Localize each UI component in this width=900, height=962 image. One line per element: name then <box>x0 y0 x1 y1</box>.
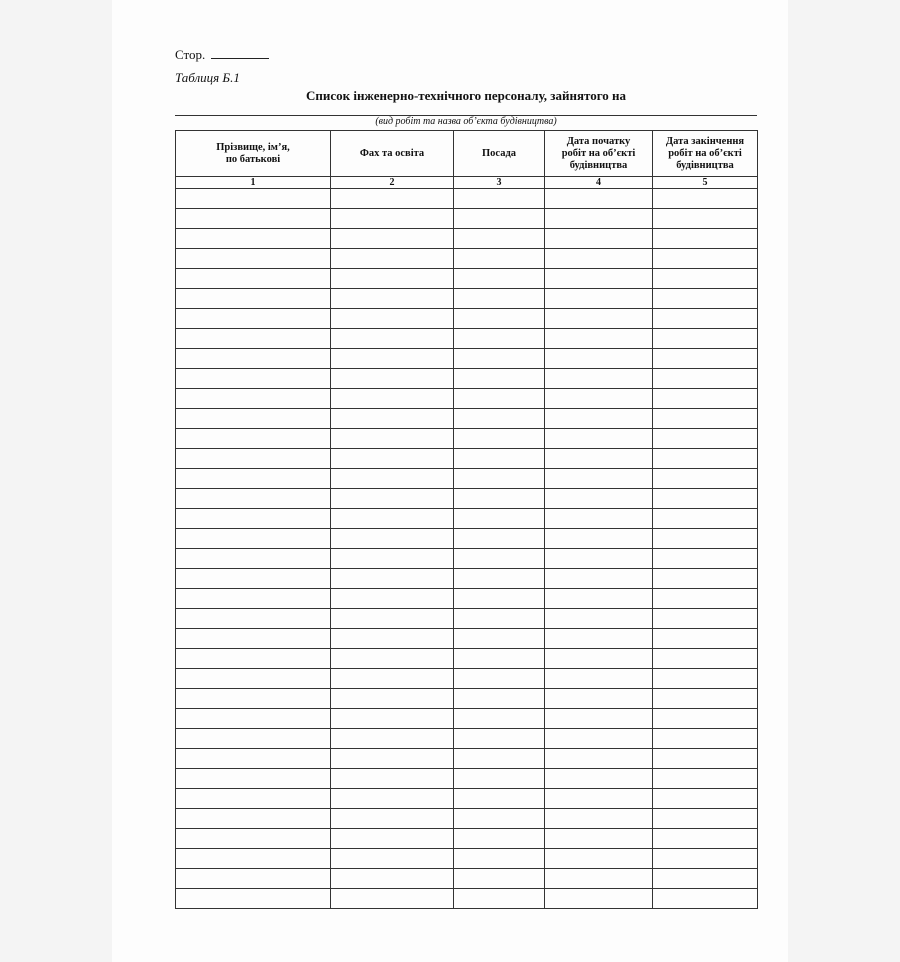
table-cell[interactable] <box>545 889 653 909</box>
table-cell[interactable] <box>331 309 454 329</box>
table-cell[interactable] <box>653 389 758 409</box>
table-cell[interactable] <box>454 689 545 709</box>
table-cell[interactable] <box>331 809 454 829</box>
table-cell[interactable] <box>331 629 454 649</box>
table-cell[interactable] <box>454 709 545 729</box>
table-cell[interactable] <box>653 489 758 509</box>
header-line: робіт на об’єкті <box>668 147 742 159</box>
table-cell[interactable] <box>653 449 758 469</box>
table-cell[interactable] <box>653 869 758 889</box>
table-cell[interactable] <box>653 209 758 229</box>
column-number: 5 <box>653 177 758 189</box>
table-cell[interactable] <box>653 789 758 809</box>
table-cell[interactable] <box>331 349 454 369</box>
table-cell[interactable] <box>653 549 758 569</box>
header-line: Прізвище, ім’я, <box>216 141 290 153</box>
table-cell[interactable] <box>454 329 545 349</box>
table-cell[interactable] <box>176 409 331 429</box>
table-cell[interactable] <box>545 349 653 369</box>
table-row <box>176 329 758 349</box>
table-row <box>176 609 758 629</box>
table-cell[interactable] <box>176 529 331 549</box>
table-row <box>176 649 758 669</box>
header-line: Дата початку <box>566 135 631 147</box>
table-cell[interactable] <box>653 269 758 289</box>
table-cell[interactable] <box>653 289 758 309</box>
table-cell[interactable] <box>331 449 454 469</box>
table-cell[interactable] <box>176 729 331 749</box>
table-cell[interactable] <box>331 669 454 689</box>
table-cell[interactable] <box>176 249 331 269</box>
table-cell[interactable] <box>653 749 758 769</box>
table-cell[interactable] <box>545 689 653 709</box>
table-row <box>176 749 758 769</box>
table-cell[interactable] <box>454 789 545 809</box>
table-cell[interactable] <box>176 509 331 529</box>
table-cell[interactable] <box>331 729 454 749</box>
table-body <box>176 189 758 909</box>
table-cell[interactable] <box>653 729 758 749</box>
table-row <box>176 869 758 889</box>
table-cell[interactable] <box>653 709 758 729</box>
table-row <box>176 689 758 709</box>
table-cell[interactable] <box>176 649 331 669</box>
table-cell[interactable] <box>653 569 758 589</box>
table-row <box>176 709 758 729</box>
table-cell[interactable] <box>545 469 653 489</box>
table-cell[interactable] <box>176 809 331 829</box>
table-cell[interactable] <box>545 489 653 509</box>
table-row <box>176 669 758 689</box>
table-cell[interactable] <box>331 509 454 529</box>
table-cell[interactable] <box>545 189 653 209</box>
table-row <box>176 729 758 749</box>
table-cell[interactable] <box>653 649 758 669</box>
table-cell[interactable] <box>545 529 653 549</box>
table-cell[interactable] <box>454 669 545 689</box>
table-row <box>176 469 758 489</box>
table-cell[interactable] <box>331 409 454 429</box>
table-cell[interactable] <box>454 249 545 269</box>
table-cell[interactable] <box>653 809 758 829</box>
table-cell[interactable] <box>176 349 331 369</box>
table-cell[interactable] <box>545 409 653 429</box>
table-cell[interactable] <box>331 229 454 249</box>
table-cell[interactable] <box>176 609 331 629</box>
table-cell[interactable] <box>653 249 758 269</box>
table-cell[interactable] <box>454 869 545 889</box>
header-start-date <box>545 131 653 177</box>
table-cell[interactable] <box>653 369 758 389</box>
table-cell[interactable] <box>454 189 545 209</box>
header-end-date <box>653 131 758 177</box>
subject-caption: (вид робіт та назва об’єкта будівництва) <box>375 116 557 127</box>
table-row <box>176 429 758 449</box>
table-cell[interactable] <box>176 189 331 209</box>
table-row <box>176 369 758 389</box>
table-row <box>176 529 758 549</box>
table-cell[interactable] <box>653 669 758 689</box>
header-full-name <box>176 131 331 177</box>
table-cell[interactable] <box>653 689 758 709</box>
table-cell[interactable] <box>176 369 331 389</box>
table-row <box>176 629 758 649</box>
table-cell[interactable] <box>545 269 653 289</box>
table-cell[interactable] <box>176 849 331 869</box>
table-cell[interactable] <box>176 569 331 589</box>
document-title: Список інженерно-технічного персоналу, зайнятого на <box>305 88 627 103</box>
table-cell[interactable] <box>331 769 454 789</box>
table-cell[interactable] <box>331 569 454 589</box>
table-cell[interactable] <box>176 589 331 609</box>
table-cell[interactable] <box>653 529 758 549</box>
table-row <box>176 349 758 369</box>
table-cell[interactable] <box>331 249 454 269</box>
table-cell[interactable] <box>331 549 454 569</box>
table-cell[interactable] <box>331 489 454 509</box>
table-cell[interactable] <box>176 289 331 309</box>
table-cell[interactable] <box>331 849 454 869</box>
table-cell[interactable] <box>653 309 758 329</box>
personnel-table <box>175 130 758 909</box>
table-row <box>176 809 758 829</box>
table-cell[interactable] <box>454 849 545 869</box>
table-cell[interactable] <box>454 209 545 229</box>
table-cell[interactable] <box>176 749 331 769</box>
table-cell[interactable] <box>331 889 454 909</box>
table-cell[interactable] <box>545 629 653 649</box>
table-row <box>176 549 758 569</box>
table-cell[interactable] <box>176 449 331 469</box>
table-cell[interactable] <box>176 429 331 449</box>
table-cell[interactable] <box>545 829 653 849</box>
table-row <box>176 289 758 309</box>
table-cell[interactable] <box>545 389 653 409</box>
table-row <box>176 829 758 849</box>
table-cell[interactable] <box>545 749 653 769</box>
table-cell[interactable] <box>545 209 653 229</box>
table-cell[interactable] <box>454 649 545 669</box>
table-cell[interactable] <box>454 389 545 409</box>
table-cell[interactable] <box>176 689 331 709</box>
column-number: 3 <box>454 177 545 189</box>
table-cell[interactable] <box>454 629 545 649</box>
table-cell[interactable] <box>454 449 545 469</box>
table-cell[interactable] <box>545 509 653 529</box>
table-cell[interactable] <box>545 329 653 349</box>
table-cell[interactable] <box>454 269 545 289</box>
table-row <box>176 509 758 529</box>
table-cell[interactable] <box>176 469 331 489</box>
table-cell[interactable] <box>331 709 454 729</box>
table-row <box>176 389 758 409</box>
column-number: 1 <box>176 177 331 189</box>
table-cell[interactable] <box>454 409 545 429</box>
table-cell[interactable] <box>454 349 545 369</box>
table-cell[interactable] <box>176 309 331 329</box>
table-cell[interactable] <box>176 769 331 789</box>
table-cell[interactable] <box>545 569 653 589</box>
table-cell[interactable] <box>176 269 331 289</box>
table-cell[interactable] <box>653 629 758 649</box>
table-cell[interactable] <box>331 389 454 409</box>
table-cell[interactable] <box>176 389 331 409</box>
table-cell[interactable] <box>331 869 454 889</box>
table-cell[interactable] <box>176 789 331 809</box>
table-cell[interactable] <box>454 549 545 569</box>
table-cell[interactable] <box>653 429 758 449</box>
table-cell[interactable] <box>653 609 758 629</box>
table-cell[interactable] <box>545 289 653 309</box>
header-line: робіт на об’єкті <box>561 147 636 159</box>
column-number-row <box>176 177 758 189</box>
table-cell[interactable] <box>545 769 653 789</box>
table-cell[interactable] <box>176 709 331 729</box>
table-cell[interactable] <box>176 889 331 909</box>
table-cell[interactable] <box>545 649 653 669</box>
table-cell[interactable] <box>176 329 331 349</box>
table-cell[interactable] <box>454 749 545 769</box>
table-cell[interactable] <box>176 229 331 249</box>
table-cell[interactable] <box>454 229 545 249</box>
table-cell[interactable] <box>653 229 758 249</box>
table-cell[interactable] <box>454 369 545 389</box>
table-cell[interactable] <box>454 489 545 509</box>
header-line: Дата закінчення <box>665 135 745 147</box>
table-cell[interactable] <box>653 329 758 349</box>
header-line: Посада <box>481 147 517 159</box>
table-cell[interactable] <box>331 749 454 769</box>
table-cell[interactable] <box>331 209 454 229</box>
table-cell[interactable] <box>331 689 454 709</box>
table-cell[interactable] <box>545 229 653 249</box>
header-line: будівництва <box>569 159 628 171</box>
table-cell[interactable] <box>545 309 653 329</box>
table-cell[interactable] <box>331 329 454 349</box>
table-cell[interactable] <box>545 589 653 609</box>
page-number-blank[interactable] <box>211 46 269 59</box>
table-cell[interactable] <box>331 529 454 549</box>
table-cell[interactable] <box>653 349 758 369</box>
table-cell[interactable] <box>653 589 758 609</box>
table-header-row <box>176 131 758 177</box>
table-cell[interactable] <box>331 649 454 669</box>
table-cell[interactable] <box>331 269 454 289</box>
table-row <box>176 589 758 609</box>
table-row <box>176 449 758 469</box>
table-label: Таблиця Б.1 <box>175 70 240 85</box>
table-cell[interactable] <box>545 789 653 809</box>
header-profession <box>331 131 454 177</box>
table-cell[interactable] <box>454 509 545 529</box>
header-line: будівництва <box>676 159 734 171</box>
table-cell[interactable] <box>331 589 454 609</box>
table-cell[interactable] <box>454 589 545 609</box>
header-line: по батькові <box>225 153 281 165</box>
table-cell[interactable] <box>176 629 331 649</box>
table-cell[interactable] <box>545 709 653 729</box>
table-cell[interactable] <box>454 729 545 749</box>
table-cell[interactable] <box>653 829 758 849</box>
table-cell[interactable] <box>176 489 331 509</box>
table-cell[interactable] <box>545 869 653 889</box>
table-cell[interactable] <box>331 829 454 849</box>
table-cell[interactable] <box>454 809 545 829</box>
page-reference <box>175 46 269 63</box>
table-cell[interactable] <box>331 429 454 449</box>
table-cell[interactable] <box>454 609 545 629</box>
table-cell[interactable] <box>653 189 758 209</box>
table-cell[interactable] <box>545 369 653 389</box>
table-cell[interactable] <box>454 889 545 909</box>
table-cell[interactable] <box>331 469 454 489</box>
table-cell[interactable] <box>176 209 331 229</box>
table-cell[interactable] <box>454 469 545 489</box>
table-row <box>176 409 758 429</box>
table-cell[interactable] <box>454 569 545 589</box>
table-row <box>176 789 758 809</box>
table-cell[interactable] <box>176 669 331 689</box>
table-cell[interactable] <box>454 529 545 549</box>
table-row <box>176 889 758 909</box>
table-cell[interactable] <box>545 429 653 449</box>
table-row <box>176 769 758 789</box>
page-reference-label: Стор. <box>175 47 206 62</box>
table-cell[interactable] <box>331 189 454 209</box>
table-cell[interactable] <box>454 829 545 849</box>
table-cell[interactable] <box>176 869 331 889</box>
table-cell[interactable] <box>454 429 545 449</box>
table-row <box>176 189 758 209</box>
table-cell[interactable] <box>653 769 758 789</box>
table-cell[interactable] <box>545 449 653 469</box>
table-cell[interactable] <box>331 789 454 809</box>
table-row <box>176 269 758 289</box>
table-cell[interactable] <box>653 889 758 909</box>
table-cell[interactable] <box>545 669 653 689</box>
table-row <box>176 849 758 869</box>
table-row <box>176 489 758 509</box>
table-cell[interactable] <box>176 549 331 569</box>
column-number: 2 <box>331 177 454 189</box>
table-cell[interactable] <box>454 289 545 309</box>
table-cell[interactable] <box>331 369 454 389</box>
table-row <box>176 249 758 269</box>
table-cell[interactable] <box>545 549 653 569</box>
table-cell[interactable] <box>653 409 758 429</box>
table-cell[interactable] <box>653 509 758 529</box>
table-cell[interactable] <box>653 469 758 489</box>
table-cell[interactable] <box>454 309 545 329</box>
table-cell[interactable] <box>545 729 653 749</box>
table-cell[interactable] <box>545 849 653 869</box>
header-position <box>454 131 545 177</box>
table-cell[interactable] <box>653 849 758 869</box>
table-cell[interactable] <box>545 609 653 629</box>
table-cell[interactable] <box>454 769 545 789</box>
table-row <box>176 209 758 229</box>
column-number: 4 <box>545 177 653 189</box>
table-cell[interactable] <box>545 809 653 829</box>
table-cell[interactable] <box>176 829 331 849</box>
table-cell[interactable] <box>545 249 653 269</box>
table-row <box>176 229 758 249</box>
table-row <box>176 569 758 589</box>
table-row <box>176 309 758 329</box>
header-line: Фах та освіта <box>359 147 425 159</box>
table-cell[interactable] <box>331 289 454 309</box>
table-cell[interactable] <box>331 609 454 629</box>
